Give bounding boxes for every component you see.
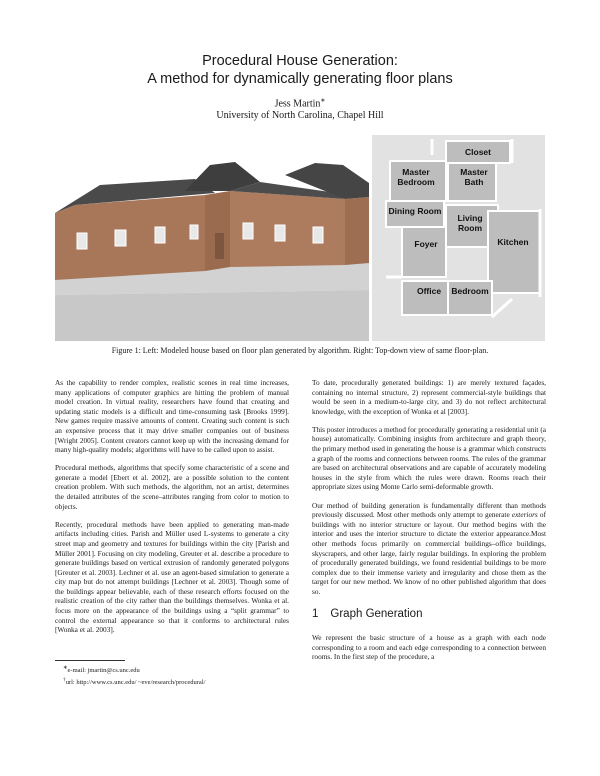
author-affiliation: University of North Carolina, Chapel Hill [216,110,384,122]
title-line-2: A method for dynamically generating floor plans [147,71,453,87]
closet-label: Closet [465,147,491,157]
author-name: Jess Martin [274,98,321,110]
section-title: Graph Generation [330,608,423,621]
title-line-1: Procedural House Generation: [202,53,398,69]
floor-plan-image [372,135,545,341]
master-bath-label-2: Bath [464,177,484,187]
section-number: 1 [312,608,319,621]
paragraph: This poster introduces a method for procedurally generating a residential unit (a house) automatically. Combining insights from architecture and graph theory, the primary method used in generating the house is a grammar which constructs a graph of the rooms and connections between rooms. The rules of the grammar are based on architectural observations and are capable of accurately modeling houses in the style from which the rules were drawn. Rooms reach their appropriate sizes using Monte Carlo semi-deformable growth. [312,424,546,492]
footnote-email: ∗e-mail: jmartin@cs.unc.edu [63,665,140,675]
master-bedroom-label-2: Bedroom [397,177,435,187]
author-block [0,95,600,122]
dining-room-label: Dining Room [388,206,442,216]
paragraph: To date, procedurally generated buildings: 1) are merely textured façades, containing no internal structure, 2) represent commercial-style buildings that would be seen in a medium-to-large city, and 3) do not reflect architectural knowledge, with the exception of Wonka et al [2003]. [312,378,546,416]
author-marker: ∗ [320,98,326,104]
foyer-label: Foyer [414,239,438,249]
paragraph: Our method of building generation is fundamentally different than methods previously discussed. Most other methods only attempt to generate exteriors of buildings with no interior structure or layout. Our method begins with the interior and uses the interior structure to dictate the exterior appearance.Most other methods focus primarily on commercial buildings–office buildings, skyscrapers, and other large, fairly regular buildings. In exploring the problem of procedurally generated buildings, we found residential buildings to be more complex due to their immense variety and irregularity and chose them as the target for our new method. We know of no other published algorithm that does so. [312,500,546,596]
footnote-url: †url: http://www.cs.unc.edu/ ~eve/research/procedural/ [63,676,206,686]
right-column [312,378,546,670]
section-heading [312,610,546,620]
paragraph: As the capability to render complex, realistic scenes in real time increases, many applications of computer graphics are hitting the problem of manual model creation. In virtual reality, researchers have found that creating and updating static models is a difficult and time-consuming task [Brooks 1999]. New games require massive amounts of content. Creating such content is such an expensive process that it may drive smaller companies out of business [Wright 2005]. Content creators cannot keep up with the increasing demand for many high-quality models; algorithms will have to be called upon to assist. [55,378,289,455]
floor-plan-figure [372,135,545,341]
kitchen-label: Kitchen [497,237,529,247]
bedroom-label: Bedroom [451,286,489,296]
house-render-image [55,135,369,341]
paper-title [0,52,600,88]
footnotes [55,660,289,687]
master-bedroom-label-1: Master [402,167,430,177]
house-render-figure [55,135,369,341]
left-column [55,378,289,643]
office-label: Office [416,286,442,296]
footnote-rule [55,660,125,661]
figure-caption: Figure 1: Left: Modeled house based on floor plan generated by algorithm. Right: Top-down view of same floor-plan. [111,346,489,355]
paragraph: Procedural methods, algorithms that specify some characteristic of a scene and generate a model [Ebert et al. 2002], are a possible solution to the content creation problem. With such methods, the algorithm, not an artist, determines the detailed attributes of the scene–attributes ranging from color to motion to objects. [55,463,289,511]
paragraph: We represent the basic structure of a house as a graph with each node corresponding to a room and each edge corresponding to a connection between rooms. In the first step of the procedure, a [312,633,546,662]
living-room-label-1: Living [457,213,483,223]
master-bath-label-1: Master [460,167,488,177]
living-room-label-2: Room [457,223,483,233]
paragraph: Recently, procedural methods have been applied to generating man-made artifacts including cities. Parish and Müller used L-systems to generate a city street map and geometry and textures for buildings within the city [Parish and Müller 2001]. Focusing on city modeling, Greuter et al. describe a procedure to generate buildings based on vertical extrusion of randomly generated polygons [Greuter et al. 2003]. Lechner et al. use an agent-based simulation to generate a city map but do not attempt buildings [Lechner et al. 2003]. Though some of the buildings appear believable, each of these research efforts focused on the realistic creation of the city rather than the buildings themselves. Wonka et al. focus more on the appearance of the buildings using a “split grammar” to control the external appearance so that it conforms to architectural rules [Wonka et al. 2003]. [55,519,289,635]
